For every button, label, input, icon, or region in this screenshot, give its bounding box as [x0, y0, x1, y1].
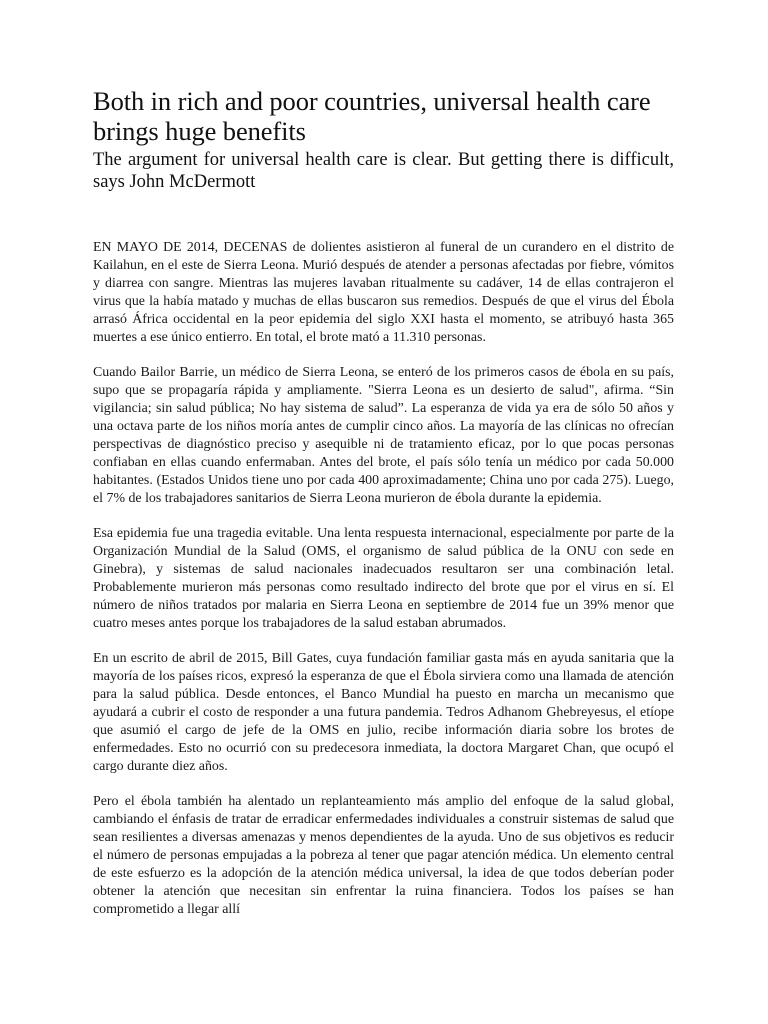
paragraph-3: Esa epidemia fue una tragedia evitable. Una lenta respuesta internacional, especialmente por parte de la Organización Mundial de la Salud (OMS, el organismo de salud pública de la ONU con sede en Ginebra), y sistemas de salud nacionales inadecuados resultaron ser una combinación letal. Probablemente murieron más personas como resultado indirecto del brote que por el virus en sí. El número de niños tratados por malaria en Sierra Leona en septiembre de 2014 fue un 39% menor que cuatro meses antes porque los trabajadores de la salud estaban abrumados. [93, 526, 674, 631]
article-body [93, 239, 674, 919]
article-subtitle: The argument for universal health care is clear. But getting there is difficult, says John McDermott [93, 150, 674, 192]
paragraph-4: En un escrito de abril de 2015, Bill Gates, cuya fundación familiar gasta más en ayuda sanitaria que la mayoría de los países ricos, expresó la esperanza de que el Ébola sirviera como una llamada de atención para la salud pública. Desde entonces, el Banco Mundial ha puesto en marcha un mecanismo que ayudará a cubrir el costo de responder a una futura pandemia. Tedros Adhanom Ghebreyesus, el etíope que asumió el cargo de jefe de la OMS en julio, recibe información diaria sobre los brotes de enfermedades. Esto no ocurrió con su predecesora inmediata, la doctora Margaret Chan, que ocupó el cargo durante diez años. [93, 651, 674, 774]
document-page [93, 86, 674, 936]
paragraph-1: EN MAYO DE 2014, DECENAS de dolientes asistieron al funeral de un curandero en el distrito de Kailahun, en el este de Sierra Leona. Murió después de atender a personas afectadas por fiebre, vómitos y diarrea con sangre. Mientras las mujeres lavaban ritualmente su cadáver, 14 de ellas contrajeron el virus que la había matado y muchas de ellas buscaron sus remedios. Después de que el virus del Ébola arrasó África occidental en la peor epidemia del siglo XXI hasta el momento, se atribuyó hasta 365 muertes a ese único entierro. En total, el brote mató a 11.310 personas. [93, 240, 674, 345]
paragraph-5: Pero el ébola también ha alentado un replanteamiento más amplio del enfoque de la salud global, cambiando el énfasis de tratar de erradicar enfermedades individuales a construir sistemas de salud que sean resilientes a diversas amenazas y menos dependientes de la ayuda. Uno de sus objetivos es reducir el número de personas empujadas a la pobreza al tener que pagar atención médica. Un elemento central de este esfuerzo es la adopción de la atención médica universal, la idea de que todos deberían poder obtener la atención que necesitan sin enfrentar la ruina financiera. Todos los países se han comprometido a llegar allí [93, 794, 674, 917]
article-title: Both in rich and poor countries, universal health care brings huge benefits [93, 86, 651, 146]
paragraph-2: Cuando Bailor Barrie, un médico de Sierra Leona, se enteró de los primeros casos de ébola en su país, supo que se propagaría rápida y ampliamente. "Sierra Leona es un desierto de salud", afirma. “Sin vigilancia; sin salud pública; No hay sistema de salud”. La esperanza de vida ya era de sólo 50 años y una octava parte de los niños moría antes de cumplir cinco años. La mayoría de las clínicas no ofrecían perspectivas de diagnóstico preciso y asequible ni de tratamiento eficaz, por lo que pocas personas confiaban en ellas cuando enfermaban. Antes del brote, el país sólo tenía un médico por cada 50.000 habitantes. (Estados Unidos tiene uno por cada 400 aproximadamente; China uno por cada 275). Luego, el 7% de los trabajadores sanitarios de Sierra Leona murieron de ébola durante la epidemia. [93, 365, 674, 506]
